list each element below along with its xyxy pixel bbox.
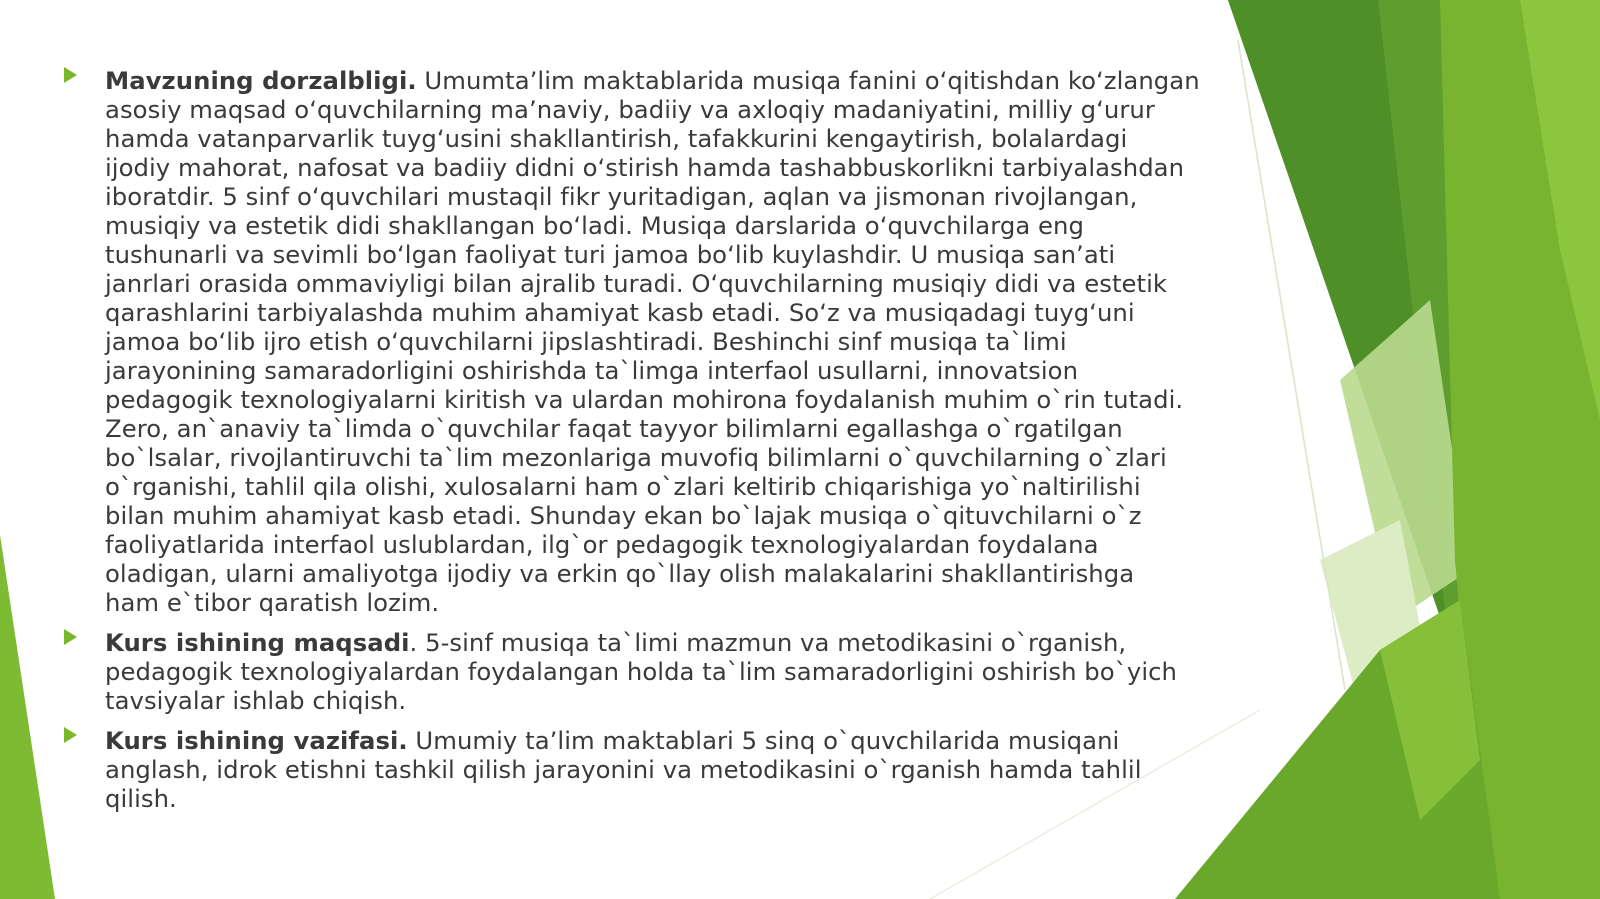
paragraph-line: hamda vatanparvarlik tuyg‘usini shakllantirish, tafakkurini kengaytirish, bolalardagi [105,124,1128,153]
paragraph-line: qarashlarini tarbiyalashda muhim ahamiyat kasb etadi. So‘z va musiqadagi tuyg‘uni [105,298,1135,327]
bullet-lead: Mavzuning dorzalbligi. [105,66,417,95]
paragraph-line: bilan muhim ahamiyat kasb etadi. Shunday ekan bo`lajak musiqa o`qituvchilarni o`z [105,501,1142,530]
bullet-paragraph: Mavzuning dorzalbligi. Umumta’lim maktablarida musiqa fanini o‘qitishdan ko‘zlangan asosiy maqsad o‘quvchilarning ma’naviy, badiiy va axloqiy madaniyatini, milliy g‘urur hamda vatanparvarlik tuyg‘usini shakllantirish, tafakkurini kengaytirish, bolalardagi ijodiy mahorat, nafosat va badiiy didni o‘stirish hamda tashabbuskorlikni tarbiyalashdan iboratdir. 5 sinf o‘quvchilari mustaqil fikr yuritadigan, aqlan va jismonan rivojlangan, musiqiy va estetik didi shakllangan bo‘ladi. Musiqa darslarida o‘quvchilarga eng tushunarli va sevimli bo‘lgan faoliyat turi jamoa bo‘lib kuylashdir. U musiqa san’ati janrlari orasida ommaviyligi bilan ajralib turadi. O‘quvchilarning musiqiy didi va estetik qarashlarini tarbiyalashda muhim ahamiyat kasb etadi. So‘z va musiqadagi tuyg‘uni jamoa bo‘lib ijro etish o‘quvchilarni jipslashtiradi. Beshinchi sinf musiqa ta`limi jarayonining samaradorligini oshirishda ta`limga interfaol usullarni, innovatsion pedagogik texnologiyalarni kiritish va ulardan mohirona foydalanish muhim o`rin tutadi. Zero, an`anaviy ta`limda o`quvchilar faqat tayyor bilimlarni egallashga o`rgatilgan bo`lsalar, rivojlantiruvchi ta`lim mezonlariga muvofiq bilimlarni o`quvchilarning o`zlari o`rganishi, tahlil qila olishi, xulosalarni ham o`zlari keltirib chiqarishiga yo`naltirilishi bilan muhim ahamiyat kasb etadi. Shunday ekan bo`lajak musiqa o`qituvchilarni o`z faoliyatlarida interfaol uslublardan, ilg`or pedagogik texnologiyalardan foydalana oladigan, ularni amaliyotga ijodiy va erkin qo`llay olish malakalarini shakllantirishga ham e`tibor qaratish lozim. [105,66,1208,617]
paragraph-line: oladigan, ularni amaliyotga ijodiy va erkin qo`llay olish malakalarini shakllantirishga [105,559,1135,588]
paragraph-line: pedagogik texnologiyalarni kiritish va ulardan mohirona foydalanish muhim o`rin tutadi. [105,385,1184,414]
paragraph-line: janrlari orasida ommaviyligi bilan ajralib turadi. O‘quvchilarning musiqiy didi va estetik [105,269,1168,298]
bullet-item [58,726,1208,813]
left-green-facet [0,535,55,899]
paragraph-line: anglash, idrok etishni tashkil qilish jarayonini va metodikasini o`rganish hamda tahlil [105,755,1142,784]
paragraph-line: musiqiy va estetik didi shakllangan bo‘ladi. Musiqa darslarida o‘quvchilarga eng [105,211,1084,240]
paragraph-line: jarayonining samaradorligini oshirishda ta`limga interfaol usullarni, innovatsion [105,356,1079,385]
bullet-item [58,66,1208,617]
bullet-lead: Kurs ishining vazifasi. [105,726,408,755]
bullet-lead: Kurs ishining maqsadi [105,628,410,657]
paragraph-line: Zero, an`anaviy ta`limda o`quvchilar faqat tayyor bilimlarni egallashga o`rgatilgan [105,414,1123,443]
triangle-bullet-icon [64,727,77,743]
paragraph-line: iboratdir. 5 sinf o‘quvchilari mustaqil fikr yuritadigan, aqlan va jismonan rivojlangan, [105,182,1138,211]
triangle-bullet-icon [64,629,77,645]
paragraph-line: tavsiyalar ishlab chiqish. [105,686,407,715]
paragraph-line: jamoa bo‘lib ijro etish o‘quvchilarni jipslashtiradi. Beshinchi sinf musiqa ta`limi [105,327,1067,356]
paragraph-line: bo`lsalar, rivojlantiruvchi ta`lim mezonlariga muvofiq bilimlarni o`quvchilarning o`zlari [105,443,1167,472]
paragraph-line: ijodiy mahorat, nafosat va badiiy didni o‘stirish hamda tashabbuskorlikni tarbiyalashdan [105,153,1185,182]
paragraph-line: tushunarli va sevimli bo‘lgan faoliyat turi jamoa bo‘lib kuylashdir. U musiqa san’ati [105,240,1116,269]
paragraph-line: qilish. [105,784,177,813]
paragraph-line: pedagogik texnologiyalardan foydalangan holda ta`lim samaradorligini oshirish bo`yich [105,657,1177,686]
paragraph-line: o`rganishi, tahlil qila olishi, xulosalarni ham o`zlari keltirib chiqarishiga yo`naltirilishi [105,472,1141,501]
paragraph-line: faoliyatlarida interfaol uslublardan, ilg`or pedagogik texnologiyalardan foydalana [105,530,1099,559]
slide-content [58,66,1208,824]
paragraph-line: asosiy maqsad o‘quvchilarning ma’naviy, badiiy va axloqiy madaniyatini, milliy g‘urur [105,95,1155,124]
bullet-item [58,628,1208,715]
paragraph-line: ham e`tibor qaratish lozim. [105,588,440,617]
bullet-paragraph: Kurs ishining vazifasi. Umumiy ta’lim maktablari 5 sinq o`quvchilarida musiqani anglash, idrok etishni tashkil qilish jarayonini va metodikasini o`rganish hamda tahlil qilish. [105,726,1208,813]
bullet-paragraph: Kurs ishining maqsadi. 5-sinf musiqa ta`limi mazmun va metodikasini o`rganish, pedagogik texnologiyalardan foydalangan holda ta`lim samaradorligini oshirish bo`yich tavsiyalar ishlab chiqish. [105,628,1208,715]
triangle-bullet-icon [64,67,77,83]
